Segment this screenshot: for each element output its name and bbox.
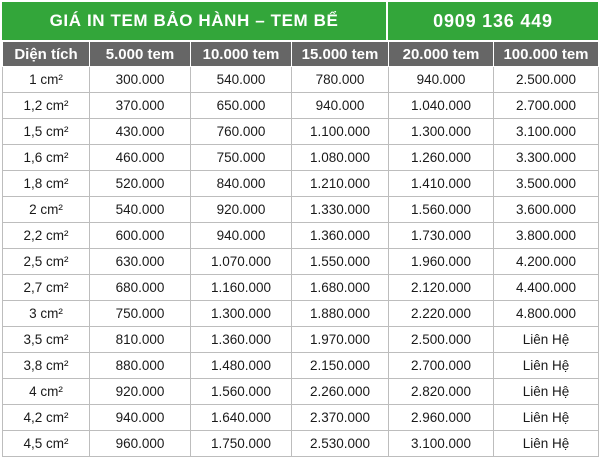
table-row bbox=[3, 223, 599, 249]
cell-price-15000: 1.880.000 bbox=[292, 301, 389, 327]
cell-price-20000: 1.560.000 bbox=[389, 197, 494, 223]
cell-price-10000: 750.000 bbox=[191, 145, 292, 171]
cell-price-10000: 1.560.000 bbox=[191, 379, 292, 405]
cell-price-10000: 1.480.000 bbox=[191, 353, 292, 379]
cell-price-15000: 2.530.000 bbox=[292, 431, 389, 457]
cell-price-100000: Liên Hệ bbox=[494, 405, 599, 431]
cell-price-15000: 1.330.000 bbox=[292, 197, 389, 223]
cell-price-100000: Liên Hệ bbox=[494, 353, 599, 379]
cell-price-5000: 520.000 bbox=[90, 171, 191, 197]
cell-price-10000: 1.360.000 bbox=[191, 327, 292, 353]
table-body bbox=[3, 67, 599, 457]
cell-price-100000: 3.100.000 bbox=[494, 119, 599, 145]
cell-price-100000: 3.600.000 bbox=[494, 197, 599, 223]
cell-area: 2,5 cm² bbox=[3, 249, 90, 275]
cell-price-5000: 430.000 bbox=[90, 119, 191, 145]
cell-price-20000: 940.000 bbox=[389, 67, 494, 93]
cell-area: 2,7 cm² bbox=[3, 275, 90, 301]
cell-price-20000: 2.700.000 bbox=[389, 353, 494, 379]
cell-price-100000: 3.800.000 bbox=[494, 223, 599, 249]
cell-price-100000: Liên Hệ bbox=[494, 327, 599, 353]
cell-price-15000: 2.260.000 bbox=[292, 379, 389, 405]
cell-price-15000: 1.210.000 bbox=[292, 171, 389, 197]
cell-area: 4,5 cm² bbox=[3, 431, 90, 457]
cell-price-10000: 1.640.000 bbox=[191, 405, 292, 431]
table-row bbox=[3, 249, 599, 275]
cell-price-15000: 1.680.000 bbox=[292, 275, 389, 301]
banner bbox=[2, 2, 598, 40]
cell-price-10000: 1.160.000 bbox=[191, 275, 292, 301]
table-row bbox=[3, 93, 599, 119]
cell-area: 1,8 cm² bbox=[3, 171, 90, 197]
cell-price-5000: 960.000 bbox=[90, 431, 191, 457]
cell-price-100000: 2.700.000 bbox=[494, 93, 599, 119]
price-table bbox=[2, 41, 599, 457]
table-row bbox=[3, 145, 599, 171]
cell-price-10000: 840.000 bbox=[191, 171, 292, 197]
cell-price-10000: 1.750.000 bbox=[191, 431, 292, 457]
cell-price-5000: 680.000 bbox=[90, 275, 191, 301]
cell-price-100000: 4.800.000 bbox=[494, 301, 599, 327]
cell-area: 1,2 cm² bbox=[3, 93, 90, 119]
cell-price-20000: 2.960.000 bbox=[389, 405, 494, 431]
cell-price-15000: 780.000 bbox=[292, 67, 389, 93]
table-row bbox=[3, 353, 599, 379]
table-row bbox=[3, 67, 599, 93]
cell-area: 1 cm² bbox=[3, 67, 90, 93]
column-header-area: Diện tích bbox=[3, 42, 90, 67]
cell-price-5000: 880.000 bbox=[90, 353, 191, 379]
table-row bbox=[3, 379, 599, 405]
cell-price-100000: 4.400.000 bbox=[494, 275, 599, 301]
cell-price-5000: 810.000 bbox=[90, 327, 191, 353]
cell-price-100000: Liên Hệ bbox=[494, 431, 599, 457]
cell-price-100000: 3.500.000 bbox=[494, 171, 599, 197]
cell-price-15000: 1.080.000 bbox=[292, 145, 389, 171]
cell-area: 4,2 cm² bbox=[3, 405, 90, 431]
cell-price-5000: 370.000 bbox=[90, 93, 191, 119]
table-row bbox=[3, 405, 599, 431]
column-header-10000: 10.000 tem bbox=[191, 42, 292, 67]
table-header-row bbox=[3, 42, 599, 67]
table-row bbox=[3, 197, 599, 223]
cell-price-15000: 1.360.000 bbox=[292, 223, 389, 249]
cell-price-10000: 650.000 bbox=[191, 93, 292, 119]
banner-phone: 0909 136 449 bbox=[388, 2, 598, 40]
cell-price-20000: 1.260.000 bbox=[389, 145, 494, 171]
cell-price-20000: 2.220.000 bbox=[389, 301, 494, 327]
cell-area: 3,8 cm² bbox=[3, 353, 90, 379]
table-row bbox=[3, 301, 599, 327]
cell-price-10000: 540.000 bbox=[191, 67, 292, 93]
cell-price-10000: 760.000 bbox=[191, 119, 292, 145]
cell-price-10000: 1.300.000 bbox=[191, 301, 292, 327]
cell-price-15000: 1.100.000 bbox=[292, 119, 389, 145]
banner-title: GIÁ IN TEM BẢO HÀNH – TEM BỂ bbox=[2, 2, 388, 40]
cell-price-10000: 940.000 bbox=[191, 223, 292, 249]
cell-area: 1,5 cm² bbox=[3, 119, 90, 145]
cell-price-5000: 630.000 bbox=[90, 249, 191, 275]
cell-area: 4 cm² bbox=[3, 379, 90, 405]
cell-area: 2 cm² bbox=[3, 197, 90, 223]
cell-price-20000: 3.100.000 bbox=[389, 431, 494, 457]
cell-area: 1,6 cm² bbox=[3, 145, 90, 171]
cell-price-100000: 2.500.000 bbox=[494, 67, 599, 93]
cell-price-100000: 3.300.000 bbox=[494, 145, 599, 171]
cell-price-20000: 1.410.000 bbox=[389, 171, 494, 197]
cell-price-5000: 600.000 bbox=[90, 223, 191, 249]
cell-price-20000: 2.820.000 bbox=[389, 379, 494, 405]
cell-price-5000: 460.000 bbox=[90, 145, 191, 171]
cell-price-10000: 920.000 bbox=[191, 197, 292, 223]
cell-price-5000: 300.000 bbox=[90, 67, 191, 93]
column-header-100000: 100.000 tem bbox=[494, 42, 599, 67]
cell-price-100000: Liên Hệ bbox=[494, 379, 599, 405]
cell-price-15000: 1.550.000 bbox=[292, 249, 389, 275]
cell-price-5000: 940.000 bbox=[90, 405, 191, 431]
cell-price-5000: 540.000 bbox=[90, 197, 191, 223]
cell-price-15000: 940.000 bbox=[292, 93, 389, 119]
cell-price-15000: 2.150.000 bbox=[292, 353, 389, 379]
cell-price-20000: 1.040.000 bbox=[389, 93, 494, 119]
cell-price-20000: 1.730.000 bbox=[389, 223, 494, 249]
table-row bbox=[3, 431, 599, 457]
cell-price-100000: 4.200.000 bbox=[494, 249, 599, 275]
table-row bbox=[3, 327, 599, 353]
cell-price-15000: 1.970.000 bbox=[292, 327, 389, 353]
column-header-5000: 5.000 tem bbox=[90, 42, 191, 67]
cell-price-20000: 2.120.000 bbox=[389, 275, 494, 301]
table-row bbox=[3, 171, 599, 197]
cell-price-20000: 2.500.000 bbox=[389, 327, 494, 353]
cell-area: 2,2 cm² bbox=[3, 223, 90, 249]
column-header-15000: 15.000 tem bbox=[292, 42, 389, 67]
cell-area: 3 cm² bbox=[3, 301, 90, 327]
cell-price-15000: 2.370.000 bbox=[292, 405, 389, 431]
table-row bbox=[3, 119, 599, 145]
cell-price-20000: 1.960.000 bbox=[389, 249, 494, 275]
cell-price-5000: 750.000 bbox=[90, 301, 191, 327]
cell-price-10000: 1.070.000 bbox=[191, 249, 292, 275]
cell-price-20000: 1.300.000 bbox=[389, 119, 494, 145]
table-row bbox=[3, 275, 599, 301]
cell-price-5000: 920.000 bbox=[90, 379, 191, 405]
column-header-20000: 20.000 tem bbox=[389, 42, 494, 67]
cell-area: 3,5 cm² bbox=[3, 327, 90, 353]
